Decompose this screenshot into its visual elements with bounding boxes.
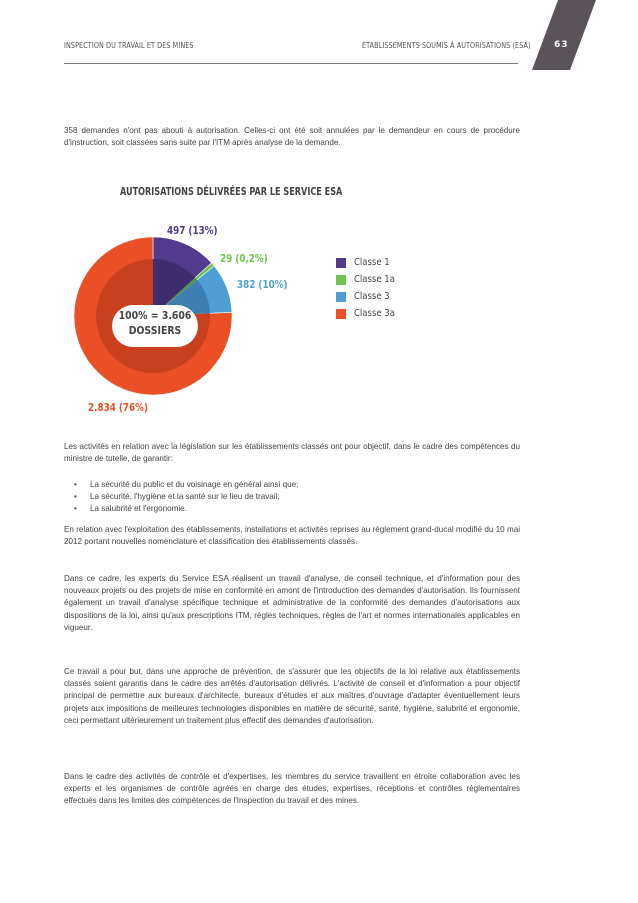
header-divider (64, 63, 518, 64)
legend-item-classe-1a (336, 271, 402, 288)
data-label-classe-1: 497 (13%) (167, 224, 218, 237)
page-number: 63 (554, 40, 569, 50)
paragraph-exploitation: En relation avec l'exploitation des établissements, installations et activités reprises au règlement grand-ducal modifié du 10 mai 2012 portant nouvelles nomenclature et classification des établissements classés. (64, 525, 520, 547)
legend-label: Classe 3 (354, 291, 390, 302)
legend-item-classe-3a (336, 305, 402, 322)
bullet-glyph: • (74, 492, 77, 501)
paragraph-controls: Dans le cadre des activités de contrôle et d'expertises, les membres du service travaillent en étroite collaboration avec les experts et les organismes de contrôle agréés en charge des études, expertises, réceptions et contrôles réglementaires effectués dans les limites des compétences de l'Inspection du travail et des mines. (64, 772, 520, 806)
list-item (64, 479, 504, 491)
legend-item-classe-1 (336, 254, 402, 271)
objectives-list (64, 479, 504, 515)
data-label-classe-1a: 29 (0,2%) (220, 252, 268, 265)
list-item-text: La sécurité du public et du voisinage en général ainsi que; (90, 480, 299, 489)
chart-total-unit: DOSSIERS (128, 324, 182, 337)
legend-swatch (336, 275, 346, 285)
paragraph-objectives: Les activités en relation avec la législation sur les établissements classés ont pour objectif, dans le cadre des compétences du ministre de tutelle, de garantir: (64, 442, 520, 464)
page-number-tab (530, 0, 638, 70)
legend-swatch (336, 258, 346, 268)
chart-legend (336, 254, 402, 322)
list-item (64, 491, 504, 503)
legend-swatch (336, 309, 346, 319)
list-item (64, 503, 504, 515)
list-item-text: La salubrité et l'ergonomie. (90, 504, 187, 513)
legend-label: Classe 3a (354, 308, 395, 319)
intro-paragraph: 358 demandes n'ont pas abouti à autorisation. Celles-ci ont été soit annulées par le demandeur en cours de procédure d'instruction, soit classées sans suite par l'ITM après analyse de la demande. (64, 126, 520, 148)
list-item-text: La sécurité, l'hygiène et la santé sur le lieu de travail; (90, 492, 280, 501)
legend-label: Classe 1 (354, 257, 390, 268)
legend-swatch (336, 292, 346, 302)
chart-total-label: 100% = 3.606 (118, 309, 192, 322)
legend-label: Classe 1a (354, 274, 395, 285)
bullet-glyph: • (74, 504, 77, 513)
page-tab-shape (532, 0, 596, 70)
paragraph-prevention: Ce travail a pour but, dans une approche de prévention, de s'assurer que les objectifs de la loi relative aux établissements classés soient garantis dans le cadre des arrêtés d'autorisation délivrés. L'activité de conseil et d'information a pour objectif principal de permettre aux bureaux d'architecte, bureaux d'études et aux maîtres d'ouvrage d'adapter éventuellement leurs projets aux impositions de meilleures technologies disponibles en matière de sécurité, santé, hygiène, salubrité et ergonomie, ceci permettant ultérieurement un traitement plus effectif des demandes d'autorisation. (64, 667, 520, 725)
data-label-classe-3: 382 (10%) (237, 278, 288, 291)
chart-title: AUTORISATIONS DÉLIVRÉES PAR LE SERVICE ESA (120, 185, 343, 198)
legend-item-classe-3 (336, 288, 402, 305)
header-organization-title: INSPECTION DU TRAVAIL ET DES MINES (64, 41, 194, 50)
paragraph-esa-experts: Dans ce cadre, les experts du Service ESA réalisent un travail d'analyse, de conseil technique, et d'information pour des nouveaux projets ou des projets de mise en conformité en amont de l'introduction des demandes d'autorisation. Ils fournissent également un travail d'analyse spécifique technique et administrative de la conformité des demandes d'autorisations aux dispositions de la loi, ainsi qu'aux prescriptions ITM, règles techniques, règles de l'art et normes internationales applicables en vigueur. (64, 574, 520, 632)
bullet-glyph: • (74, 480, 77, 489)
data-label-classe-3a: 2.834 (76%) (88, 401, 149, 414)
header-section-title: ÉTABLISSEMENTS SOUMIS À AUTORISATIONS (ESA) (362, 41, 531, 50)
